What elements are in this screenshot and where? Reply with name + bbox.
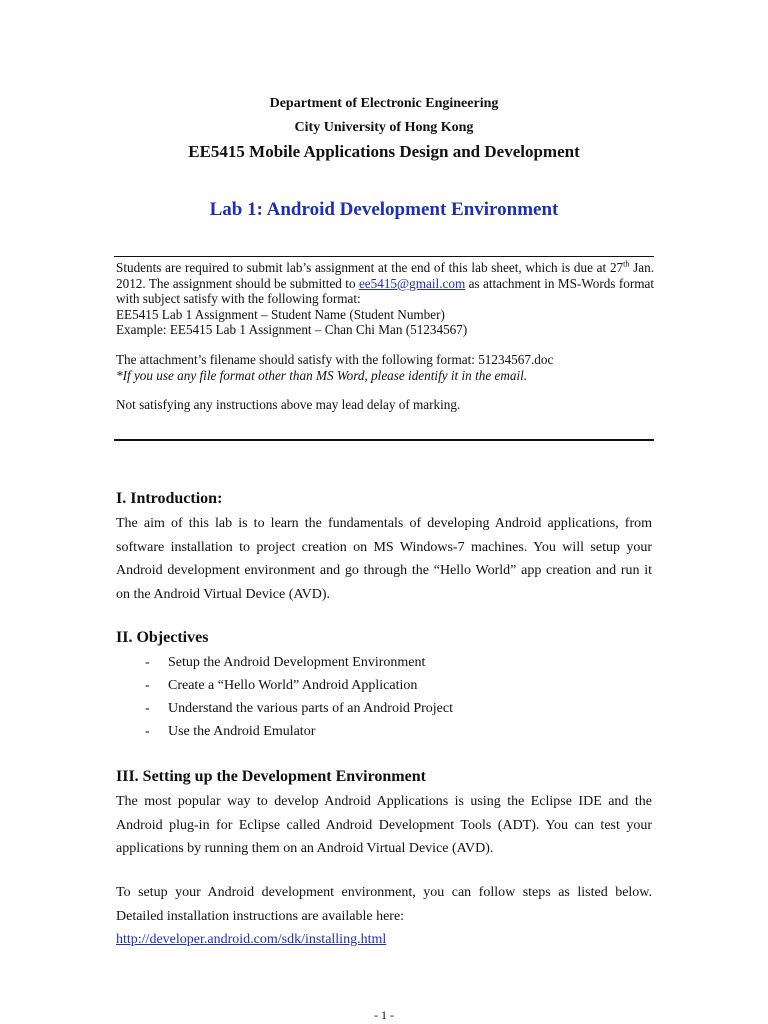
instruction-text-2: Jan. 2012. The assignment should be submitted to xyxy=(116,260,654,291)
setup-body-1 xyxy=(116,790,652,861)
filename-format-line: The attachment’s filename should satisfy with the following format: 51234567.doc xyxy=(116,351,554,367)
bullet-dash: - xyxy=(145,655,150,670)
objectives-list xyxy=(145,651,453,743)
list-item xyxy=(145,674,453,697)
marking-warning: Not satisfying any instructions above may lead delay of marking. xyxy=(116,397,461,413)
submission-instructions xyxy=(116,260,654,307)
subject-format-line: EE5415 Lab 1 Assignment – Student Name (Student Number) xyxy=(116,306,445,322)
setup-text-2: To setup your Android development environment, you can follow steps as listed below. Detailed installation instructions are available here: xyxy=(116,885,652,924)
submission-notice xyxy=(116,260,654,413)
objective-text: Create a “Hello World” Android Application xyxy=(168,678,418,693)
bullet-dash: - xyxy=(145,724,150,739)
bottom-divider xyxy=(114,439,654,441)
instruction-text-3: as attachment in MS-Words format with subject satisfy with the following format: xyxy=(116,275,654,307)
university-name: City University of Hong Kong xyxy=(294,120,474,135)
list-item xyxy=(145,651,453,674)
objective-text: Setup the Android Development Environment xyxy=(168,655,426,670)
setup-heading: III. Setting up the Development Environment xyxy=(116,768,426,785)
department-name: Department of Electronic Engineering xyxy=(269,96,499,111)
list-item xyxy=(145,697,453,720)
introduction-body xyxy=(116,512,652,606)
installation-link[interactable]: http://developer.android.com/sdk/installing.html xyxy=(116,932,387,947)
course-title: EE5415 Mobile Applications Design and Development xyxy=(188,142,580,161)
introduction-text: The aim of this lab is to learn the fundamentals of developing Android applications, from software installation to project creation on MS Windows-7 machines. You will setup your Android development environment and go through the “Hello World” app creation and run it on the Android Virtual Device (AVD). xyxy=(116,516,652,602)
subject-example-line: Example: EE5415 Lab 1 Assignment – Chan Chi Man (51234567) xyxy=(116,322,468,338)
email-link[interactable]: ee5415@gmail.com xyxy=(358,275,466,291)
setup-text-1: The most popular way to develop Android Applications is using the Eclipse IDE and the Android plug-in for Eclipse called Android Development Tools (ADT). You can test your applications by running them on an Android Virtual Device (AVD). xyxy=(116,794,652,856)
objective-text: Use the Android Emulator xyxy=(168,724,316,739)
bullet-dash: - xyxy=(145,701,150,716)
page-number: - 1 - xyxy=(374,1008,394,1022)
introduction-heading: I. Introduction: xyxy=(116,490,223,507)
date-superscript: th xyxy=(623,259,630,269)
objectives-heading: II. Objectives xyxy=(116,629,209,646)
list-item xyxy=(145,720,453,743)
objective-text: Understand the various parts of an Android Project xyxy=(168,701,453,716)
instruction-text-1: Students are required to submit lab’s assignment at the end of this lab sheet, which is due at 27 xyxy=(116,260,624,275)
setup-body-2 xyxy=(116,881,652,952)
top-divider xyxy=(114,256,654,257)
lab-title: Lab 1: Android Development Environment xyxy=(209,199,559,220)
bullet-dash: - xyxy=(145,678,150,693)
file-format-note: *If you use any file format other than MS Word, please identify it in the email. xyxy=(116,367,528,383)
